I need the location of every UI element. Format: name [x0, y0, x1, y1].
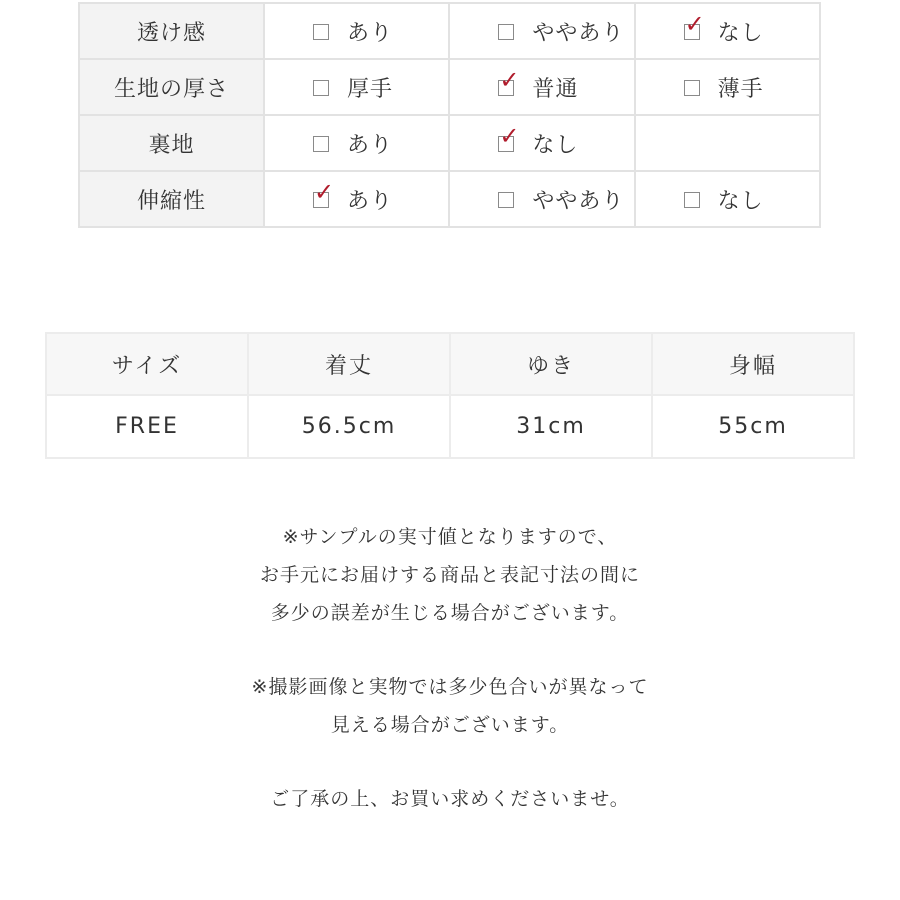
size-table: [45, 332, 855, 459]
attribute-option: [635, 59, 820, 115]
checkbox-icon: [313, 178, 336, 208]
attribute-option: [449, 3, 634, 59]
note-line: ※撮影画像と実物では多少色合いが異なって: [251, 676, 649, 698]
option-label: 普通: [532, 76, 579, 102]
attribute-option: [449, 171, 634, 227]
table-cell: 55cm: [652, 395, 854, 458]
note-line: ※サンプルの実寸値となりますので、: [282, 526, 618, 548]
check-mark-icon: ✓: [499, 66, 521, 94]
checkbox-icon: [684, 10, 706, 40]
empty-cell: [635, 115, 820, 171]
attribute-option: [264, 115, 449, 171]
option-label: ややあり: [532, 20, 625, 46]
attribute-option: [264, 59, 449, 115]
attribute-option: [635, 3, 820, 59]
table-cell: 56.5cm: [248, 395, 450, 458]
table-row: [79, 115, 820, 171]
column-header: ゆき: [450, 333, 652, 395]
column-header: 着丈: [248, 333, 450, 395]
attribute-option: [264, 3, 449, 59]
attribute-option: [449, 115, 634, 171]
table-cell: 31cm: [450, 395, 652, 458]
option-label: あり: [347, 188, 394, 214]
check-mark-icon: ✓: [684, 10, 706, 38]
attribute-label: 伸縮性: [79, 171, 264, 227]
check-mark-icon: ✓: [499, 122, 521, 150]
option-label: なし: [717, 20, 764, 46]
checkbox-icon: [313, 80, 329, 96]
option-label: ややあり: [532, 188, 625, 214]
attribute-label: 裏地: [79, 115, 264, 171]
option-label: なし: [532, 132, 579, 158]
note-line: お手元にお届けする商品と表記寸法の間に: [259, 564, 640, 586]
note-line: 多少の誤差が生じる場合がございます。: [270, 602, 630, 624]
checkbox-icon: [498, 192, 514, 208]
attribute-option: [635, 171, 820, 227]
attribute-label: 生地の厚さ: [79, 59, 264, 115]
option-label: なし: [717, 188, 764, 214]
attribute-option: [449, 59, 634, 115]
option-label: あり: [347, 20, 394, 46]
table-cell: FREE: [46, 395, 248, 458]
check-mark-icon: ✓: [314, 178, 336, 206]
note-line: ご了承の上、お買い求めくださいませ。: [270, 788, 630, 810]
table-row: [79, 3, 820, 59]
column-header: 身幅: [652, 333, 854, 395]
notes: [0, 518, 900, 818]
checkbox-icon: [684, 192, 700, 208]
option-label: 厚手: [347, 76, 394, 102]
note-line: 見える場合がございます。: [330, 714, 570, 736]
column-header: サイズ: [46, 333, 248, 395]
size-table-header: [46, 333, 854, 395]
checkbox-icon: [684, 80, 700, 96]
table-row: [79, 59, 820, 115]
table-row: [46, 395, 854, 458]
checkbox-icon: [498, 24, 514, 40]
fabric-attributes-table: [78, 2, 821, 228]
attribute-label: 透け感: [79, 3, 264, 59]
checkbox-icon: [313, 24, 329, 40]
attribute-option: [264, 171, 449, 227]
option-label: 薄手: [717, 76, 764, 102]
checkbox-icon: [498, 122, 521, 152]
checkbox-icon: [498, 66, 521, 96]
checkbox-icon: [313, 136, 329, 152]
option-label: あり: [347, 132, 394, 158]
table-row: [79, 171, 820, 227]
